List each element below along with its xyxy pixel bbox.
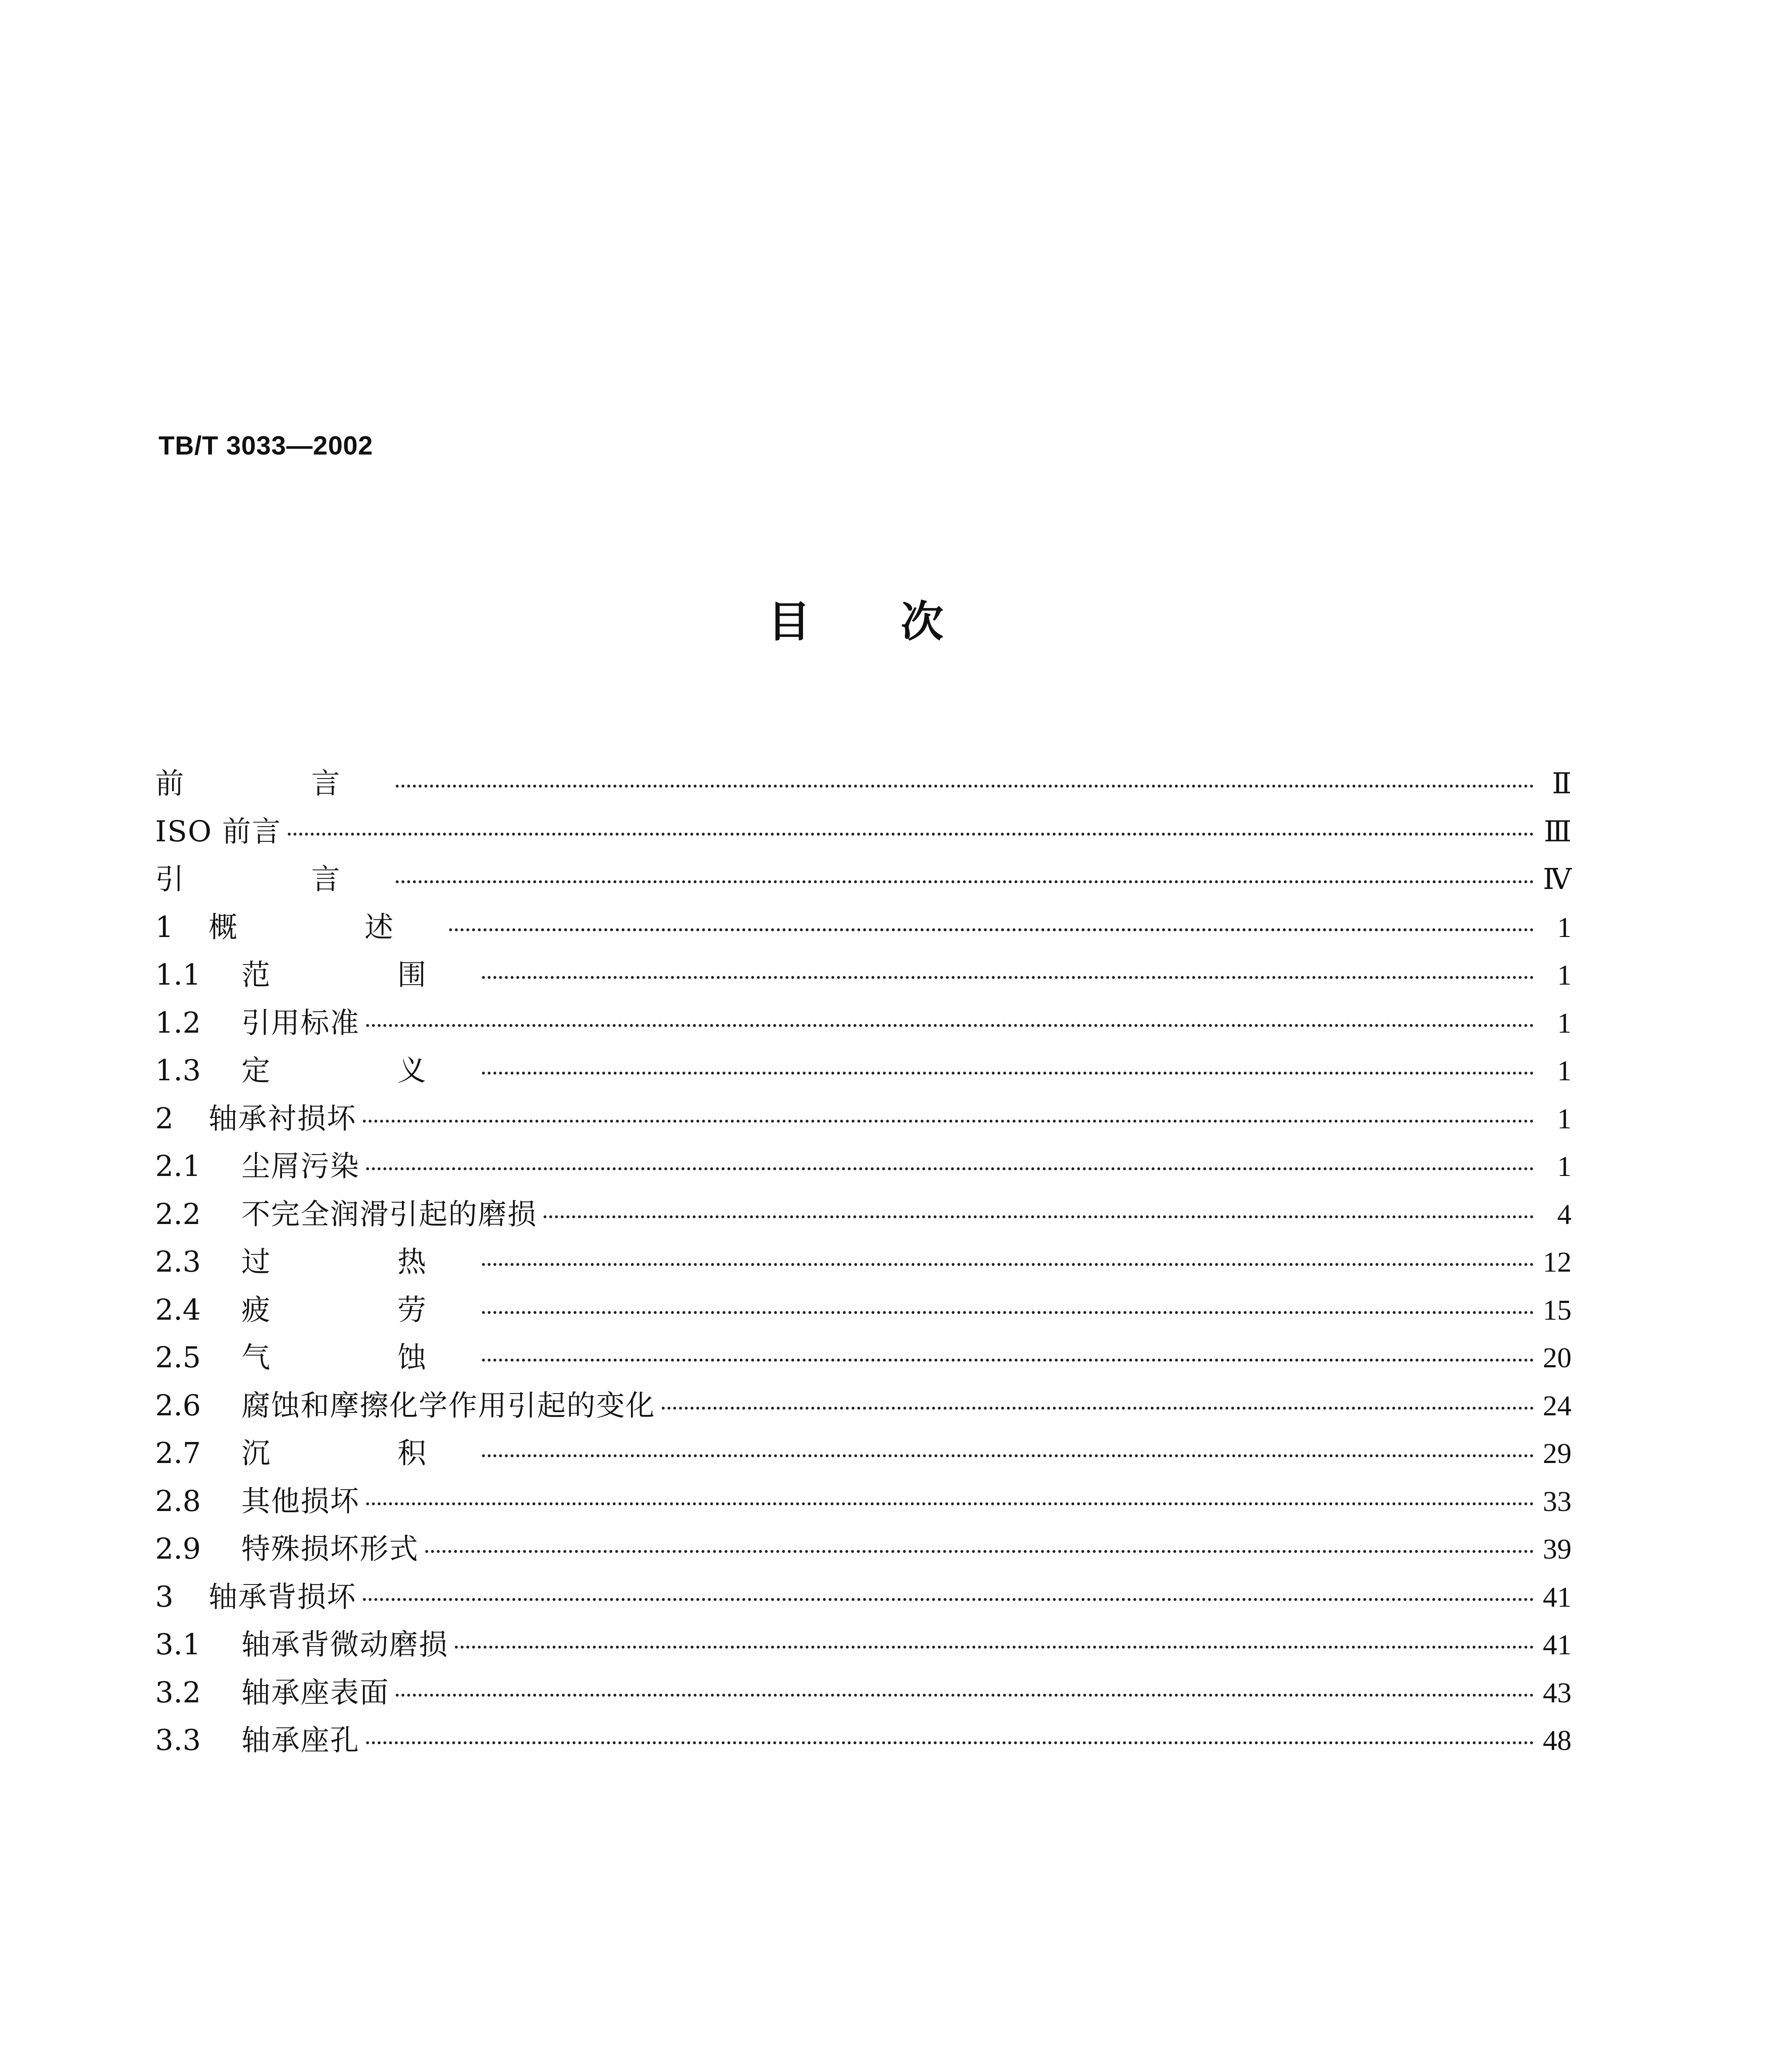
toc-entry-2-1[interactable] — [155, 1142, 1572, 1190]
dot-leader — [396, 880, 1534, 883]
toc-entry-number: 2.5 — [155, 1341, 201, 1374]
toc-entry-label: 尘屑污染 — [241, 1149, 360, 1183]
toc-entry-2[interactable] — [155, 1095, 1572, 1143]
toc-entry-label: 轴承背微动磨损 — [241, 1628, 448, 1661]
toc-entry-label: 腐蚀和摩擦化学作用引起的变化 — [241, 1388, 655, 1422]
toc-entry-label: 轴承背损坏 — [209, 1580, 356, 1614]
dot-leader — [366, 1024, 1534, 1027]
toc-entry-3-3[interactable] — [155, 1716, 1572, 1764]
toc-entry-2-8[interactable] — [155, 1477, 1572, 1525]
toc-entry-number: 3.2 — [155, 1675, 201, 1709]
toc-entry-number: 1 — [155, 910, 174, 944]
toc-entry-page: 15 — [1543, 1294, 1572, 1326]
toc-entry-number: 2.1 — [155, 1149, 201, 1183]
dot-leader — [366, 1741, 1534, 1744]
dot-leader — [482, 1072, 1534, 1075]
dot-leader — [366, 1502, 1534, 1505]
toc-entry-number: 3 — [155, 1580, 174, 1614]
toc-entry-introduction[interactable] — [155, 855, 1572, 903]
toc-entry-1-2[interactable] — [155, 999, 1572, 1047]
dot-leader — [482, 1263, 1534, 1266]
toc-entry-number: 2 — [155, 1101, 174, 1135]
dot-leader — [366, 1167, 1534, 1170]
dot-leader — [425, 1550, 1534, 1553]
toc-entry-label: 过 热 — [241, 1245, 475, 1279]
toc-entry-label: 其他损坏 — [241, 1484, 360, 1518]
toc-entry-label: 轴承衬损坏 — [209, 1101, 356, 1135]
toc-entry-number: 1.2 — [155, 1006, 201, 1040]
toc-entry-label: 引 言 — [155, 862, 389, 896]
dot-leader — [482, 976, 1534, 979]
toc-entry-3-1[interactable] — [155, 1621, 1572, 1669]
toc-entry-page: 43 — [1543, 1677, 1572, 1709]
toc-entry-label: 前 言 — [155, 767, 389, 800]
toc-entry-number: 3.1 — [155, 1628, 201, 1661]
toc-entry-page: 24 — [1543, 1390, 1572, 1422]
toc-entry-2-7[interactable] — [155, 1429, 1572, 1477]
toc-entry-page: 1 — [1557, 1055, 1572, 1087]
page-title: 目次 — [768, 597, 1034, 647]
toc-entry-number: 2.2 — [155, 1197, 201, 1231]
table-of-contents — [155, 760, 1572, 1764]
toc-entry-1-1[interactable] — [155, 951, 1572, 999]
toc-entry-number: 1.1 — [155, 958, 201, 992]
toc-entry-number: 2.9 — [155, 1532, 201, 1566]
toc-entry-2-3[interactable] — [155, 1238, 1572, 1286]
toc-entry-label: 不完全润滑引起的磨损 — [241, 1197, 537, 1231]
toc-entry-page: 33 — [1543, 1486, 1572, 1518]
toc-entry-page: 39 — [1543, 1534, 1572, 1565]
toc-entry-page: Ⅲ — [1544, 816, 1572, 848]
toc-entry-foreword[interactable] — [155, 760, 1572, 808]
dot-leader — [482, 1454, 1534, 1457]
toc-entry-number: 2.6 — [155, 1388, 201, 1422]
toc-entry-2-2[interactable] — [155, 1190, 1572, 1238]
toc-entry-number: 1.3 — [155, 1054, 201, 1087]
toc-entry-page: 1 — [1557, 1151, 1572, 1183]
toc-entry-page: Ⅱ — [1552, 768, 1572, 800]
toc-entry-label: 疲 劳 — [241, 1293, 475, 1327]
dot-leader — [662, 1407, 1534, 1410]
dot-leader — [396, 785, 1534, 788]
toc-entry-number: 2.8 — [155, 1484, 201, 1518]
toc-entry-page: 41 — [1543, 1581, 1572, 1613]
dot-leader — [482, 1359, 1534, 1362]
toc-entry-page: 1 — [1557, 960, 1572, 991]
toc-entry-label: 定 义 — [241, 1054, 475, 1087]
toc-entry-page: 1 — [1557, 912, 1572, 944]
toc-entry-label: 引用标准 — [241, 1006, 360, 1040]
toc-entry-page: 48 — [1543, 1725, 1572, 1757]
dot-leader — [455, 1646, 1534, 1649]
toc-entry-label: 特殊损坏形式 — [241, 1532, 419, 1566]
toc-entry-number: 2.4 — [155, 1293, 201, 1327]
toc-entry-page: 1 — [1557, 1103, 1572, 1135]
toc-entry-label: ISO 前言 — [155, 814, 282, 848]
toc-entry-2-5[interactable] — [155, 1334, 1572, 1382]
standard-code: TB/T 3033—2002 — [158, 431, 373, 460]
toc-entry-label: 范 围 — [241, 958, 475, 992]
dot-leader — [396, 1694, 1534, 1697]
toc-entry-page: 4 — [1557, 1199, 1572, 1231]
toc-entry-3[interactable] — [155, 1573, 1572, 1621]
toc-entry-2-9[interactable] — [155, 1525, 1572, 1573]
toc-entry-page: 41 — [1543, 1629, 1572, 1661]
dot-leader — [288, 833, 1534, 836]
toc-entry-page: 29 — [1543, 1438, 1572, 1470]
toc-entry-label: 轴承座孔 — [241, 1723, 360, 1757]
toc-entry-label: 气 蚀 — [241, 1341, 475, 1374]
toc-entry-2-6[interactable] — [155, 1382, 1572, 1430]
toc-entry-number: 2.3 — [155, 1245, 201, 1279]
toc-entry-page: 20 — [1543, 1342, 1572, 1374]
toc-entry-1[interactable] — [155, 903, 1572, 951]
toc-entry-label: 概 述 — [209, 910, 443, 944]
toc-entry-1-3[interactable] — [155, 1047, 1572, 1095]
toc-entry-page: 12 — [1543, 1247, 1572, 1278]
dot-leader — [482, 1311, 1534, 1314]
toc-entry-number: 2.7 — [155, 1436, 201, 1470]
toc-entry-label: 沉 积 — [241, 1436, 475, 1470]
toc-entry-page: Ⅳ — [1543, 864, 1572, 896]
dot-leader — [449, 928, 1534, 931]
dot-leader — [544, 1215, 1534, 1218]
toc-entry-iso-foreword[interactable] — [155, 808, 1572, 856]
dot-leader — [363, 1120, 1534, 1123]
toc-entry-page: 1 — [1557, 1007, 1572, 1039]
toc-entry-3-2[interactable] — [155, 1669, 1572, 1717]
dot-leader — [363, 1598, 1534, 1601]
toc-entry-label: 轴承座表面 — [241, 1675, 389, 1709]
toc-entry-number: 3.3 — [155, 1723, 201, 1757]
toc-entry-2-4[interactable] — [155, 1286, 1572, 1334]
